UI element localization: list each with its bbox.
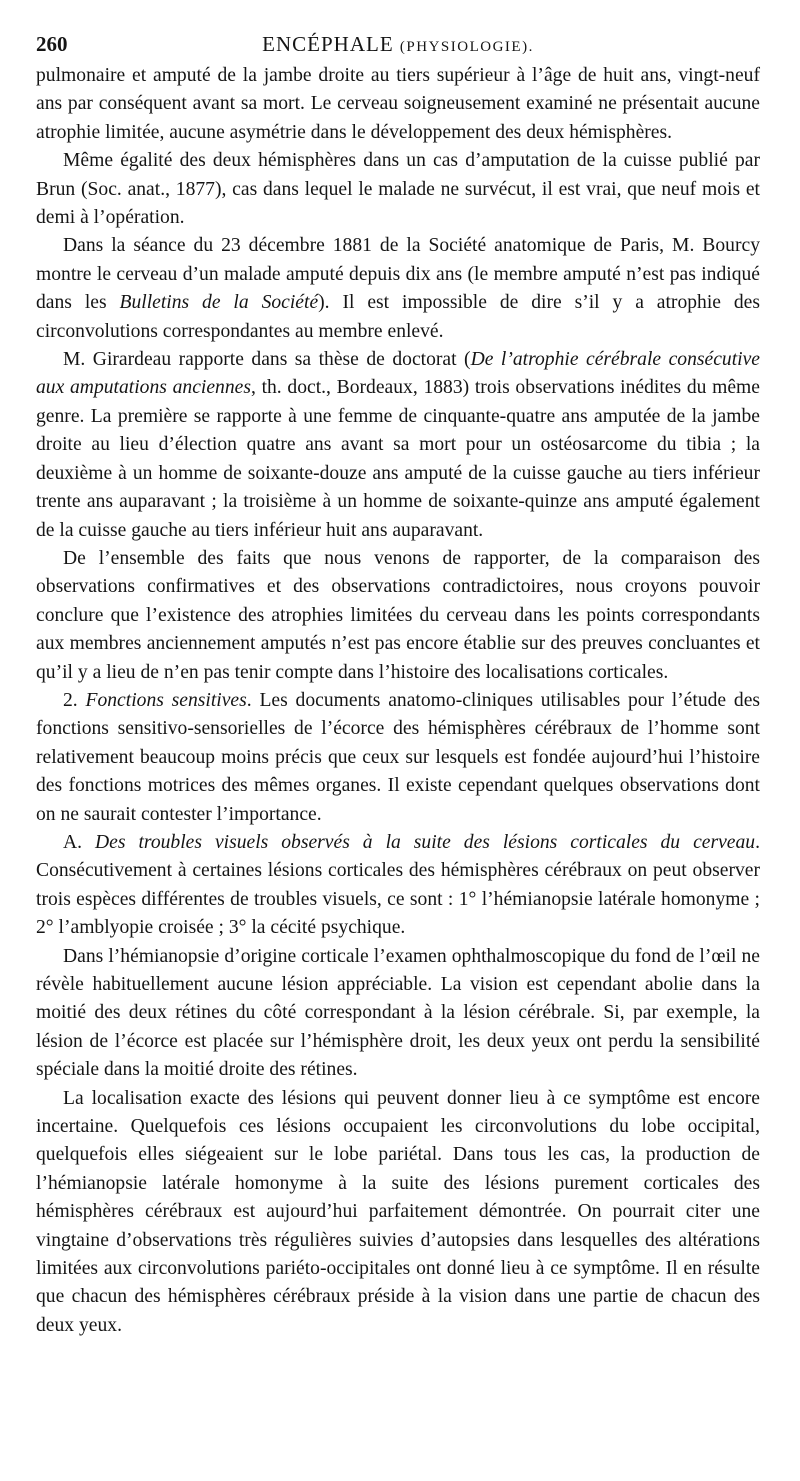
text-run: A. xyxy=(63,831,96,853)
paragraph xyxy=(36,232,760,346)
italic-citation: De l’atrophie cérébrale consécutive aux amputations anciennes xyxy=(36,349,760,399)
text-run: La localisation exacte des lésions qui peuvent donner lieu à ce symptôme est encore incertaine. Quelquefois ces lésions occupaient les circonvolutions du lobe occipital, quelquefois elles siégeaient sur le lobe pariétal. Dans tous les cas, la production de l’hémianopsie latérale homonyme à la suite des lésions purement corticales des hémisphères cérébraux est aujourd’hui parfaitement démontrée. On pourrait citer une vingtaine d’observations très régulières suivies d’autopsies dans lesquelles des altérations limitées aux circonvolutions pariéto-occipitales ont donné lieu à ce symptôme. Il en résulte que chacun des hémisphères cérébraux préside à la vision dans une partie de chacun des deux yeux. xyxy=(36,1087,760,1336)
paragraph xyxy=(36,943,760,1085)
text-run: De l’ensemble des faits que nous venons de rapporter, de la comparaison des observations confirmatives et des observations contradictoires, nous croyons pouvoir conclure que l’existence des atrophies limitées du cerveau dans les points correspondants aux membres anciennement amputés n’est pas encore établie sur des preuves concluantes et qu’il y a lieu de n’en pas tenir compte dans l’histoire des localisations corticales. xyxy=(36,547,760,683)
paragraph xyxy=(36,1085,760,1341)
text-run: ). Il est impossible de dire s’il y a atrophie des circonvolutions correspondantes au membre enlevé. xyxy=(36,292,760,342)
text-run: Même égalité des deux hémisphères dans un cas d’amputation de la cuisse publié par Brun (Soc. anat., 1877), cas dans lequel le malade ne survécut, il est vrai, que neuf mois et demi à l’opération. xyxy=(36,150,760,229)
paragraph xyxy=(36,545,760,687)
page-number: 260 xyxy=(36,32,68,56)
text-run: M. Girardeau rapporte dans sa thèse de doctorat ( xyxy=(63,349,471,371)
running-head xyxy=(36,32,760,57)
section-heading: Fonctions sensitives xyxy=(85,689,247,711)
body-text xyxy=(36,62,760,1340)
text-run: Dans l’hémianopsie d’origine corticale l’examen ophthalmoscopique du fond de l’œil ne révèle habituellement aucune lésion appréciable. La vision est cependant abolie dans la moitié des deux rétines du côté correspondant à la lésion cérébrale. Si, par exemple, la lésion de l’écorce est placée sur l’hémisphère droit, les deux yeux ont perdu la sensibilité spéciale dans la moitié droite des rétines. xyxy=(36,945,760,1081)
text-run: pulmonaire et amputé de la jambe droite au tiers supérieur à l’âge de huit ans, vingt-neuf ans par conséquent avant sa mort. Le cerveau soigneusement examiné ne présentait aucune atrophie limitée, aucune asymétrie dans le développement des deux hémisphères. xyxy=(36,65,760,143)
text-run: . Consécutivement à certaines lésions corticales des hémisphères cérébraux on peut observer trois espèces différentes de troubles visuels, ce sont : 1° l’hémianopsie latérale homonyme ; 2° l’amblyopie croisée ; 3° la cécité psychique. xyxy=(36,831,760,939)
paragraph xyxy=(36,829,760,943)
running-head-title: ENCÉPHALE xyxy=(262,32,394,56)
section-heading: Des troubles visuels observés à la suite des lésions corticales du cerveau xyxy=(95,831,756,853)
paragraph xyxy=(36,687,760,829)
italic-citation: Bulletins de la Société xyxy=(119,292,319,314)
paragraph xyxy=(36,346,760,545)
paragraph xyxy=(36,147,760,232)
text-run: , th. doct., Bordeaux, 1883) trois observations inédites du même genre. La première se rapporte à une femme de cinquante-quatre ans amputée de la jambe droite au lieu d’élection quatre ans avant sa mort pour un ostéosarcome du tibia ; la deuxième à un homme de soixante-douze ans amputé de la cuisse gauche au tiers inférieur trente ans auparavant ; la troisième à un homme de soixante-quinze ans amputé également de la cuisse gauche au tiers inférieur huit ans auparavant. xyxy=(36,377,760,541)
page-header xyxy=(36,28,760,62)
text-run: 2. xyxy=(63,689,86,711)
text-run: Dans la séance du 23 décembre 1881 de la Société anatomique de Paris, M. Bourcy montre le cerveau d’un malade amputé depuis dix ans (le membre amputé n’est pas indiqué dans les xyxy=(36,235,760,314)
text-run: . Les documents anatomo-cliniques utilisables pour l’étude des fonctions sensitivo-sensorielles de l’écorce des hémisphères cérébraux de l’homme sont relativement beaucoup moins précis que ceux sur lesquels est fondée aujourd’hui l’histoire des fonctions motrices des mêmes organes. Il existe cependant quelques observations dont on ne saurait contester l’importance. xyxy=(36,689,761,825)
running-head-subtitle: (PHYSIOLOGIE). xyxy=(399,39,534,55)
paragraph xyxy=(36,62,760,147)
